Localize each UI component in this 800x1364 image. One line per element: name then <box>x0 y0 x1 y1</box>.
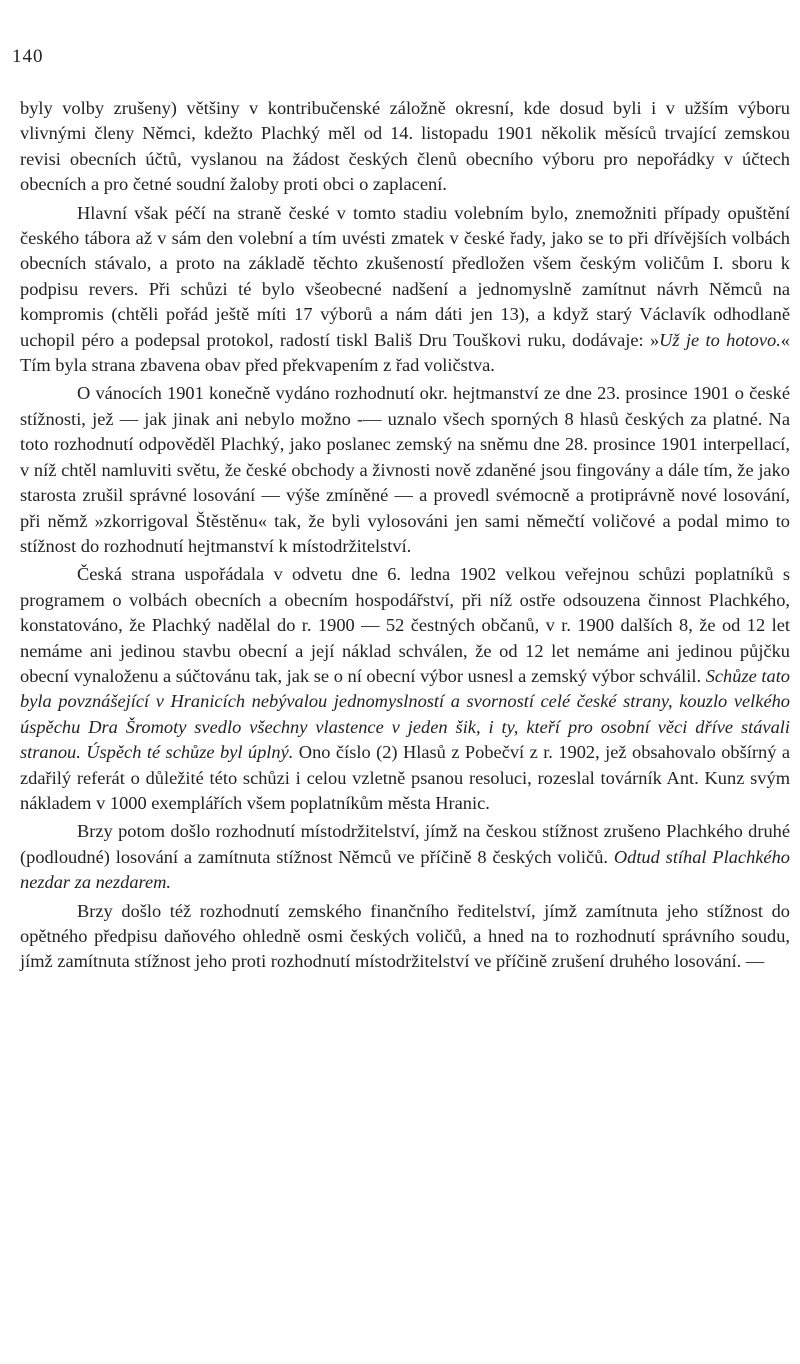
page-number: 140 <box>12 46 44 67</box>
paragraph-text: Brzy potom došlo rozhodnutí místodržitelství, jímž na českou stížnost zrušeno Plachkého druhé (podloudné) losování a zamítnuta stížnost Němců ve příčině 8 českých voličů. <box>20 821 790 867</box>
paragraph <box>20 562 790 816</box>
paragraph-text: byly volby zrušeny) většiny v kontribučenské záložně okresní, kde dosud byli i v užším výboru vlivnými členy Němci, kdežto Plachký měl od 14. listopadu 1901 několik měsíců trvající zemskou revisi obecních účtů, vyslanou na žádost českých členů obecního výboru pro nepořádky v účtech obecních a pro četné soudní žaloby proti obci o zaplacení. <box>20 98 790 195</box>
paragraph-text: Brzy došlo též rozhodnutí zemského finančního ředitelství, jímž zamítnuta jeho stížnost do opětného předpisu daňového ohledně osmi českých voličů, a hned na to rozhodnutí správního soudu, jímž zamítnuta stížnost jeho proti rozhodnutí místodržitelství ve příčině zrušení druhého losování. — <box>20 900 790 972</box>
emphasized-text: Schůze tato byla povznášející v Hranicích nebývalou jednomyslností a svorností celé české strany, kouzlo velkého úspěchu Dra Šromoty svedlo všechny vlastence v jeden šik, i ty, kteří pro osobní věci dříve stávali stranou. Úspěch té schůze byl úplný. <box>20 665 790 763</box>
emphasized-text: Odtud stíhal Plachkého nezdar za nezdarem. <box>20 846 790 893</box>
paragraph <box>20 819 790 895</box>
paragraph-text: Hlavní však péčí na straně české v tomto stadiu volebním bylo, znemožniti případy opuštění českého tábora až v sám den volební a tím uvésti zmatek v české řady, jako se to při dřívějších volbách obecních stávalo, a proto na základě těchto zkušeností předložen všem českým voličům I. sboru k podpisu revers. Při schůzi té bylo všeobecné nadšení a jednomyslně zamítnut návrh Němců na kompromis (chtěli pořád ještě míti 17 výborů a nám dáti jen 13), a když starý Václavík odhodlaně uchopil péro a podepsal protokol, radostí tiskl Bališ Dru Touškovi ruku, dodávaje: » <box>20 202 790 350</box>
paragraph <box>20 201 790 379</box>
paragraph <box>20 96 790 198</box>
paragraph <box>20 899 790 975</box>
paragraph-text: O vánocích 1901 konečně vydáno rozhodnutí okr. hejtmanství ze dne 23. prosince 1901 o české stížnosti, jež — jak jinak ani nebylo možno -— uznalo všech sporných 8 hlasů českých za platné. Na toto rozhodnutí odpověděl Plachký, jako poslanec zemský na sněmu dne 28. prosince 1901 interpellací, v níž chtěl namluviti světu, že české obchody a živnosti nově zdaněné jsou fingovány a dále tím, že jako starosta zrušil správné losování — výše zmíněné — a provedl svémocně a protiprávně nové losování, při němž »zkorrigoval Štěstěnu« tak, že byli vylosováni jen sami němečtí voličové a podal mimo to stížnost do rozhodnutí hejtmanství k místodržitelství. <box>20 383 790 556</box>
paragraph <box>20 381 790 559</box>
paragraph-text: « Tím byla strana zbavena obav před překvapením z řad voličstva. <box>20 329 790 376</box>
text-body <box>20 96 790 975</box>
paragraph-text: Česká strana uspořádala v odvetu dne 6. ledna 1902 velkou veřejnou schůzi poplatníků s programem o volbách obecních a obecním hospodářství, při níž ostře odsouzena činnost Plachkého, konstatováno, že Plachký nadělal do r. 1900 — 52 čestných občanů, v r. 1900 dalších 8, že od 12 let nemáme ani jedinou stavbu obecní a její náklad schválen, že od 12 let nemáme ani jedinou půjčku obecní vynaloženu a súčtovánu tak, jak se o ní obecní výbor usnesl a zemský výbor schválil. <box>20 564 790 686</box>
emphasized-text: Už je to hotovo. <box>659 329 781 350</box>
paragraph-text: Ono číslo (2) Hlasů z Pobečví z r. 1902, jež obsahovalo obšírný a zdařilý referát o důležité této schůzi i celou vzletně psanou resoluci, rozeslal továrník Ant. Kunz svým nákladem v 1000 exemplářích všem poplatníkům města Hranic. <box>20 742 791 813</box>
